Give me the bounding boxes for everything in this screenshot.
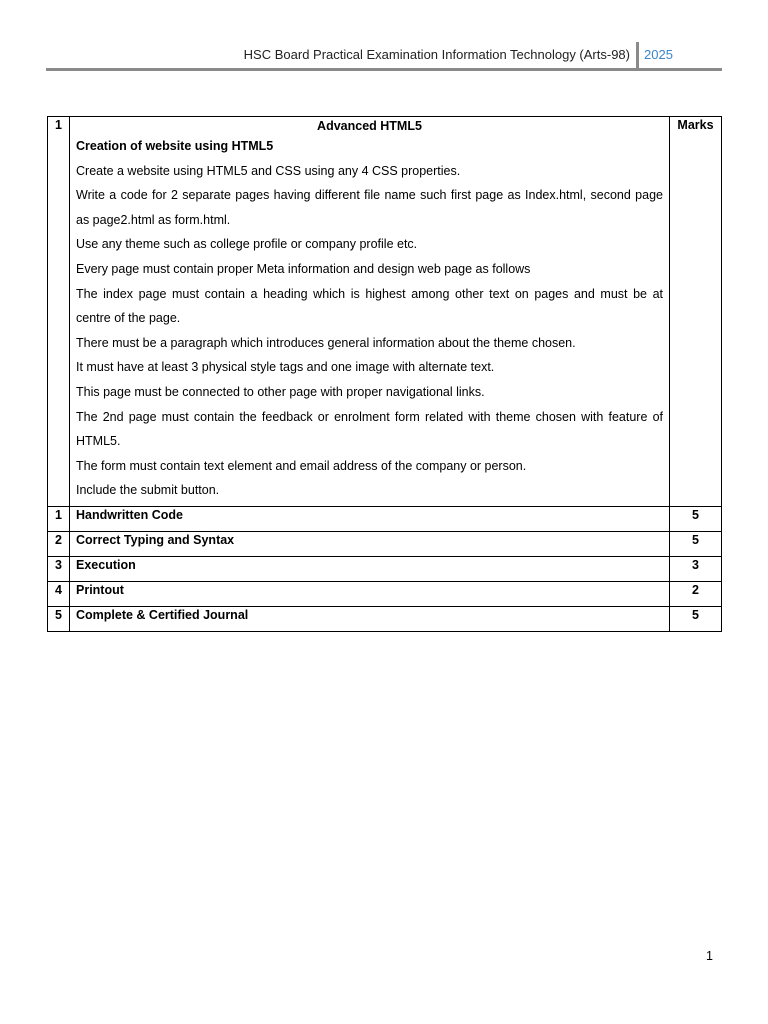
practical-table — [47, 116, 722, 632]
header-separator — [636, 42, 639, 68]
criteria-label: Execution — [70, 556, 670, 581]
criteria-label: Handwritten Code — [70, 506, 670, 531]
task-line: The 2nd page must contain the feedback or enrolment form related with theme chosen with feature of HTML5. — [76, 409, 663, 449]
task-title: Advanced HTML5 — [317, 119, 422, 133]
page-header — [46, 42, 722, 72]
task-line: Create a website using HTML5 and CSS using any 4 CSS properties. — [76, 163, 461, 178]
criteria-row — [48, 531, 722, 556]
criteria-marks: 5 — [670, 506, 722, 531]
criteria-label: Complete & Certified Journal — [70, 606, 670, 631]
task-line: There must be a paragraph which introduces general information about the theme chosen. — [76, 335, 576, 350]
task-subheading: Creation of website using HTML5 — [76, 139, 274, 153]
criteria-label: Correct Typing and Syntax — [70, 531, 670, 556]
header-rule — [46, 68, 722, 71]
criteria-label: Printout — [70, 581, 670, 606]
task-line: It must have at least 3 physical style tags and one image with alternate text. — [76, 360, 495, 375]
task-line: The form must contain text element and email address of the company or person. — [76, 458, 527, 473]
criteria-number: 1 — [48, 506, 70, 531]
task-line: The index page must contain a heading which is highest among other text on pages and must be at centre of the page. — [76, 286, 663, 326]
task-line: This page must be connected to other page with proper navigational links. — [76, 384, 485, 399]
criteria-marks: 2 — [670, 581, 722, 606]
criteria-number: 5 — [48, 606, 70, 631]
criteria-number: 3 — [48, 556, 70, 581]
criteria-row — [48, 606, 722, 631]
criteria-marks: 5 — [670, 606, 722, 631]
task-line: Every page must contain proper Meta information and design web page as follows — [76, 261, 531, 276]
task-line: Write a code for 2 separate pages having different file name such first page as Index.html, second page as page2.html as form.html. — [76, 188, 663, 227]
marks-header: Marks — [670, 117, 722, 507]
criteria-row — [48, 506, 722, 531]
criteria-row — [48, 581, 722, 606]
criteria-number: 2 — [48, 531, 70, 556]
header-title: HSC Board Practical Examination Information Technology (Arts-98) — [243, 47, 630, 62]
page-number: 1 — [706, 949, 713, 963]
criteria-marks: 3 — [670, 556, 722, 581]
criteria-marks: 5 — [670, 531, 722, 556]
task-line: Include the submit button. — [76, 483, 220, 498]
task-description — [70, 117, 670, 507]
criteria-row — [48, 556, 722, 581]
header-year: 2025 — [644, 47, 673, 62]
criteria-number: 4 — [48, 581, 70, 606]
task-number: 1 — [48, 117, 70, 507]
task-row — [48, 117, 722, 507]
task-line: Use any theme such as college profile or company profile etc. — [76, 237, 418, 252]
